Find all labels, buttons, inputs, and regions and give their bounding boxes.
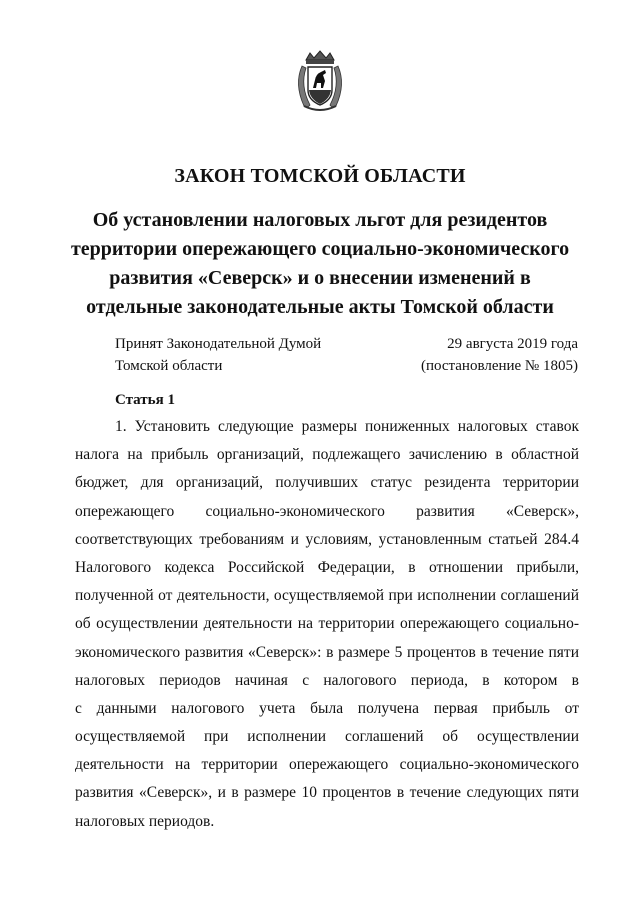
article-line: об осуществлении деятельности на территории опережающего социально- — [75, 615, 579, 633]
subject-line: развития «Северск» и о внесении изменений в — [109, 267, 531, 289]
adopted-by — [115, 333, 321, 377]
article-heading: Статья 1 — [115, 392, 175, 408]
article-line: налога на прибыль организаций, подлежащего зачислению в областной — [75, 446, 579, 464]
adoption-date — [421, 333, 578, 377]
adopted-by-line: Принят Законодательной Думой — [115, 336, 322, 352]
law-title: ЗАКОН ТОМСКОЙ ОБЛАСТИ — [174, 165, 466, 187]
article-line: осуществляемой при исполнении соглашений об осуществлении — [75, 728, 579, 746]
article-line: Налогового кодекса Российской Федерации, в отношении прибыли, — [75, 558, 579, 576]
article-line: экономического развития «Северск»: в размере 5 процентов в течение пяти — [75, 643, 579, 661]
article-line: бюджет, для организаций, получивших статус резидента территории — [75, 474, 579, 492]
article-line: опережающего социально-экономического развития «Северск», — [75, 502, 579, 520]
adopted-by-line: Томской области — [115, 358, 223, 374]
subject-line: Об установлении налоговых льгот для резидентов — [92, 209, 548, 231]
resolution-number: (постановление № 1805) — [420, 358, 578, 374]
article-body — [75, 413, 579, 836]
law-subject — [60, 206, 580, 322]
adoption-date-line: 29 августа 2019 года — [447, 336, 578, 352]
subject-line: территории опережающего социально-экономического — [70, 238, 570, 260]
article-line: соответствующих требованиям и условиям, установленным статьей 284.4 — [75, 530, 579, 548]
article-line: с данными налогового учета была получена первая прибыль от — [75, 699, 579, 717]
article-line: 1. Установить следующие размеры пониженных налоговых ставок — [115, 418, 579, 435]
article-line: налоговых периодов. — [75, 812, 215, 830]
tomsk-oblast-coat-of-arms-icon — [292, 50, 348, 114]
article-line: развития «Северск», и в размере 10 процентов в течение следующих пяти — [75, 784, 579, 802]
article-line: деятельности на территории опережающего социально-экономического — [75, 756, 579, 774]
article-line: полученной от деятельности, осуществляемой при исполнении соглашений — [75, 587, 579, 605]
subject-line: отдельные законодательные акты Томской области — [86, 296, 554, 318]
article-line: налоговых периодов начиная с налогового периода, в котором в — [75, 671, 579, 689]
